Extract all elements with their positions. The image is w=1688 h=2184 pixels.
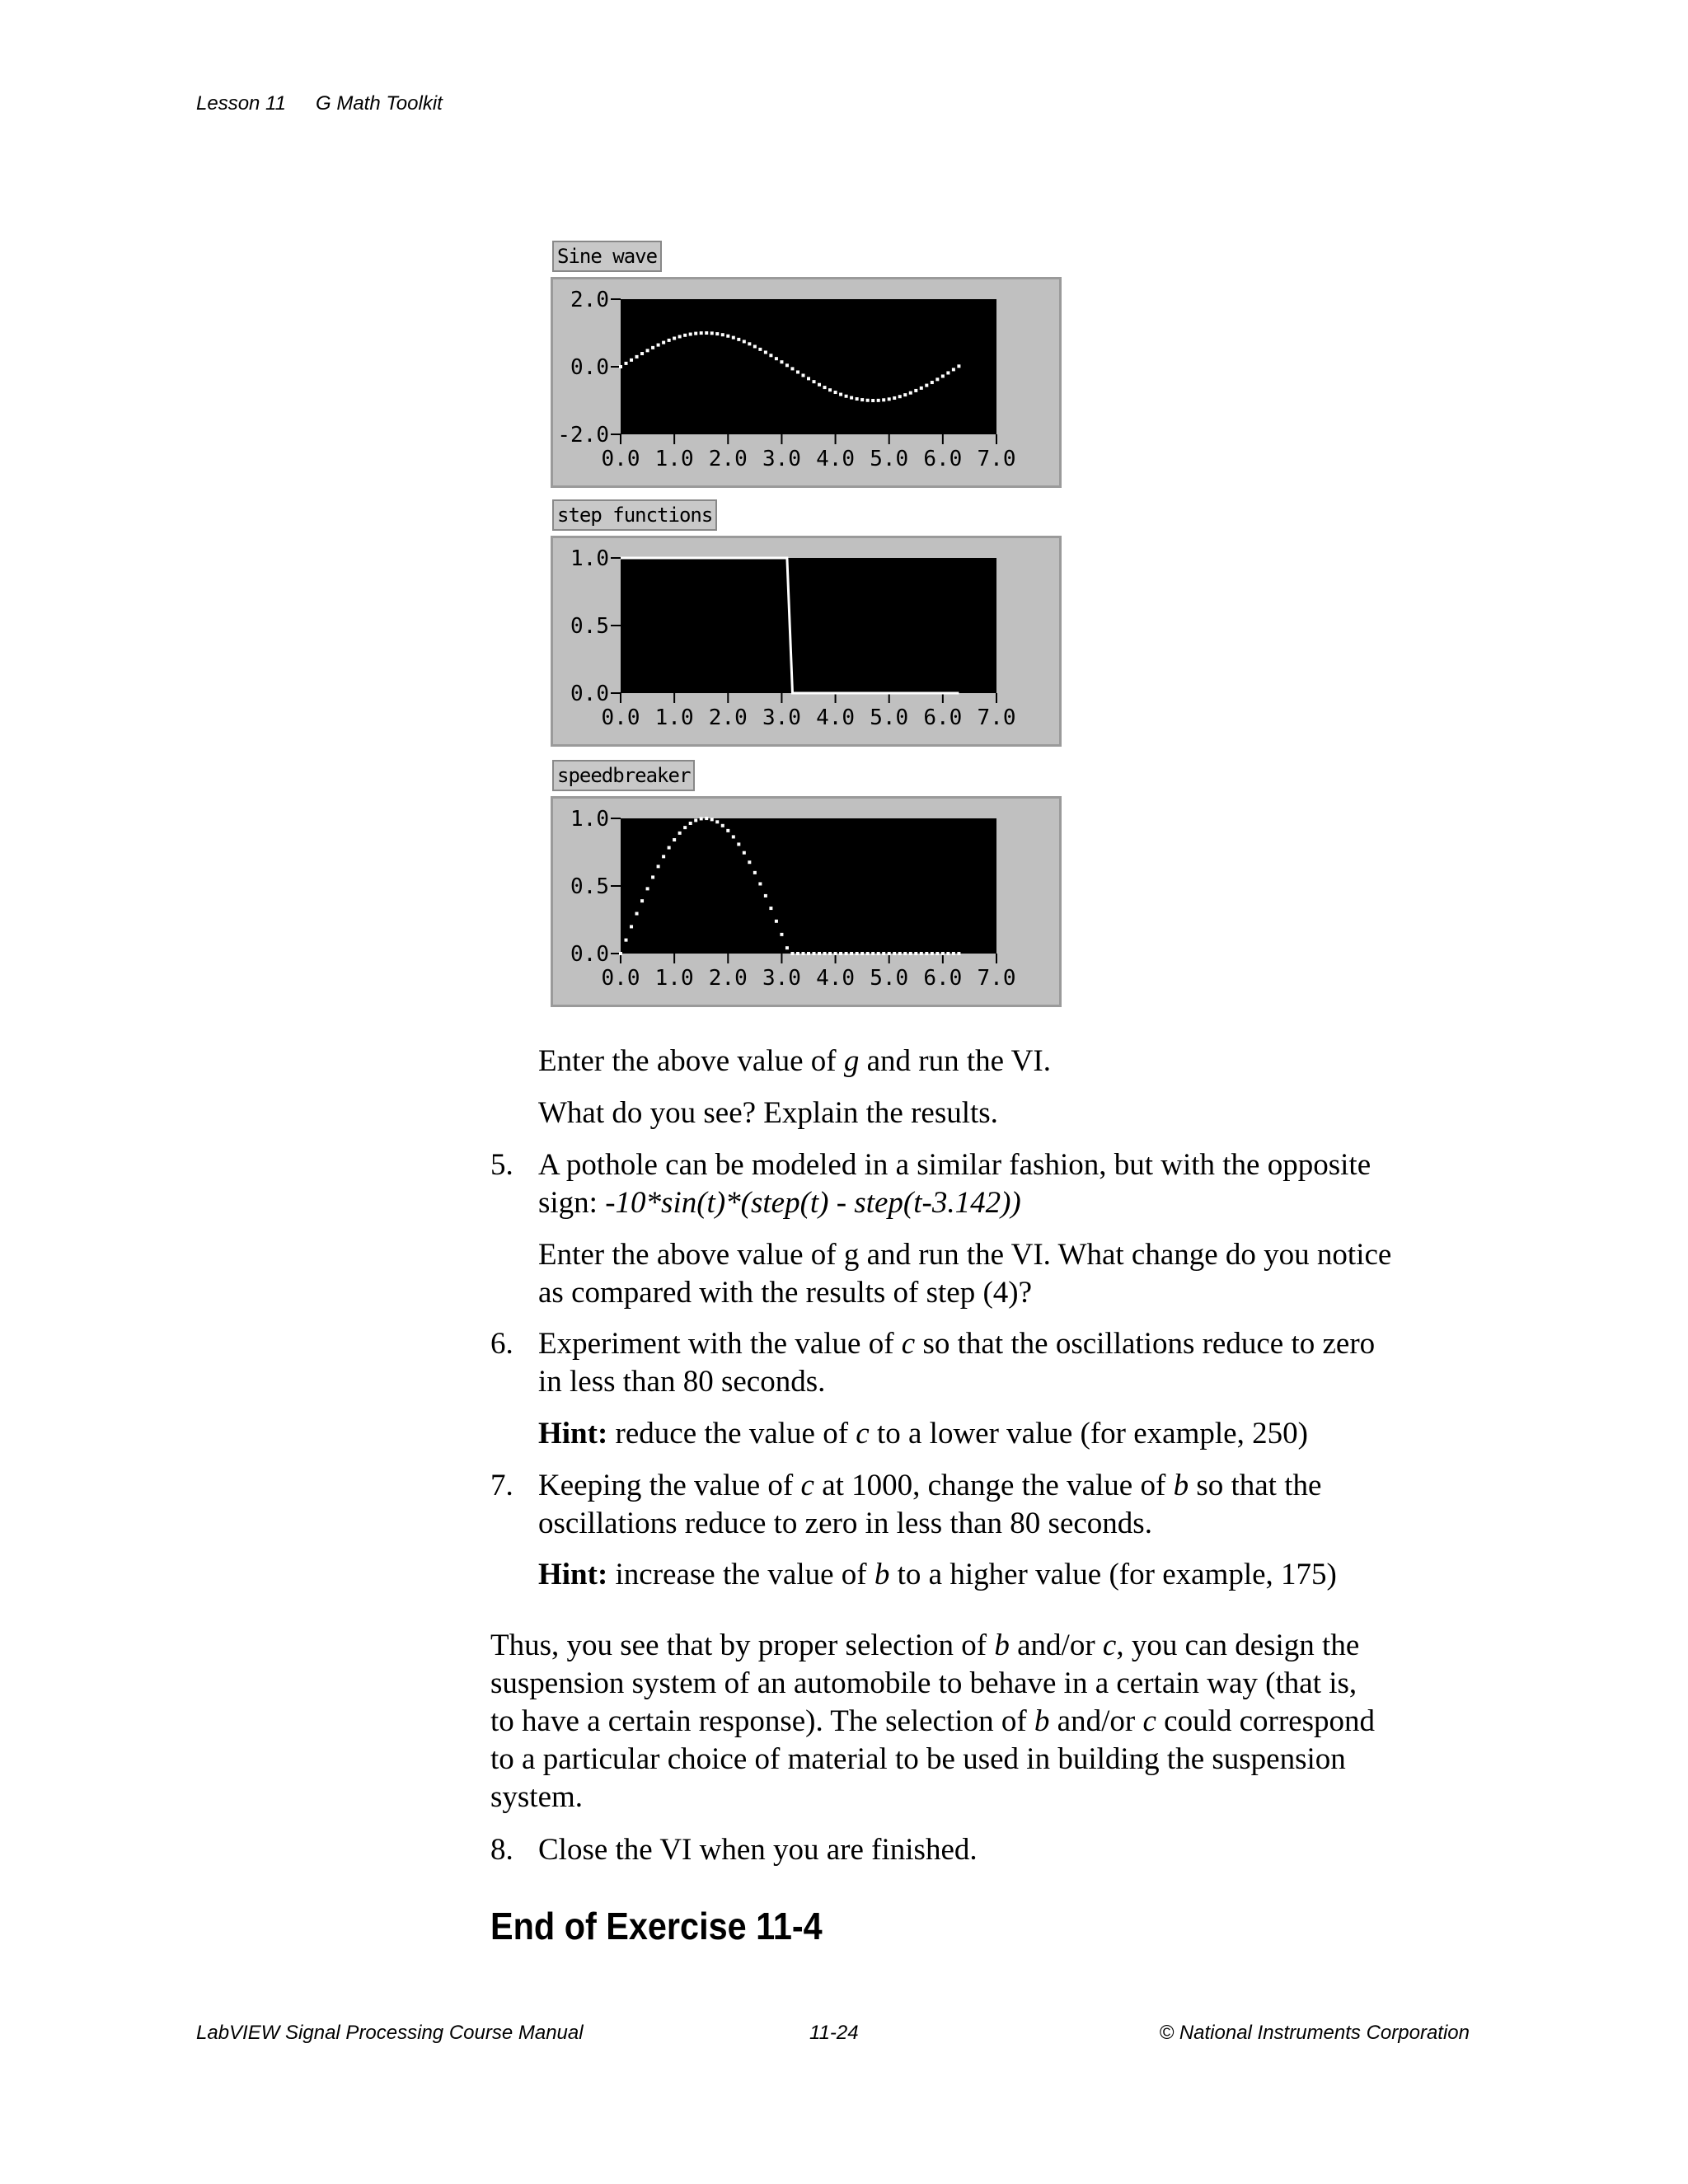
data-point xyxy=(860,398,864,401)
data-point xyxy=(823,386,827,389)
plot-area xyxy=(621,299,996,434)
data-point xyxy=(673,336,676,340)
data-point xyxy=(775,920,778,923)
data-point xyxy=(871,399,874,402)
data-point xyxy=(651,875,654,879)
data-point xyxy=(710,818,714,821)
instruction-explain: What do you see? Explain the results. xyxy=(538,1096,998,1130)
data-point xyxy=(769,907,772,910)
data-point xyxy=(845,395,848,398)
data-point xyxy=(662,341,665,344)
data-point xyxy=(748,342,751,345)
data-point xyxy=(635,912,639,916)
data-point xyxy=(941,374,945,377)
footer-page-number: 11-24 xyxy=(809,2022,859,2044)
data-point xyxy=(946,371,950,374)
data-point xyxy=(640,352,644,355)
x-tick-label: 5.0 xyxy=(870,966,909,991)
data-point xyxy=(651,346,654,349)
footer-copyright: © National Instruments Corporation xyxy=(1159,2022,1470,2044)
data-point xyxy=(790,952,794,955)
x-tick-label: 7.0 xyxy=(977,447,1016,471)
data-point xyxy=(941,952,945,955)
data-point xyxy=(764,894,767,898)
data-point xyxy=(882,398,885,401)
data-point xyxy=(845,952,848,955)
page-header xyxy=(196,92,443,115)
step-5-instruction: Enter the above value of g and run the VI. What change do you notice as compared with the results of step (4)? xyxy=(538,1238,1392,1310)
data-point xyxy=(796,952,799,955)
x-tick-label: 6.0 xyxy=(923,705,963,730)
data-point xyxy=(888,397,891,401)
data-point xyxy=(903,393,907,396)
x-tick-label: 4.0 xyxy=(816,447,856,471)
graph-label: speedbreaker xyxy=(552,760,695,791)
data-point xyxy=(673,838,676,841)
y-tick-label: 1.0 xyxy=(570,546,609,571)
summary-paragraph: Thus, you see that by proper selection of b and/or c, you can design the suspension system of an automobile to behave in a certain way (that is, to have a certain response). The selection of b and/or c could correspond to a particular choice of material to be used in building the suspension system. xyxy=(490,1629,1375,1814)
data-point xyxy=(807,952,810,955)
data-point xyxy=(935,952,939,955)
data-point xyxy=(705,331,708,335)
step-8-text: Close the VI when you are finished. xyxy=(538,1833,978,1867)
data-point xyxy=(753,871,757,874)
data-point xyxy=(866,399,870,402)
data-point xyxy=(694,332,697,335)
x-tick-label: 1.0 xyxy=(654,705,694,730)
data-point xyxy=(790,367,794,370)
lesson-number: Lesson 11 xyxy=(196,92,286,115)
step-number: 7. xyxy=(490,1469,513,1502)
data-point xyxy=(796,370,799,373)
y-tick-label: -2.0 xyxy=(557,423,609,448)
data-point xyxy=(903,952,907,955)
data-point xyxy=(732,835,735,838)
lesson-title: G Math Toolkit xyxy=(315,92,443,115)
plot-area xyxy=(621,558,996,693)
data-point xyxy=(646,349,649,352)
data-point xyxy=(780,933,783,936)
hint-2: Hint: increase the value of b to a higher value (for example, 175) xyxy=(538,1558,1337,1591)
data-point xyxy=(813,380,816,383)
y-tick-label: 0.0 xyxy=(570,942,609,967)
x-tick-label: 6.0 xyxy=(923,966,963,991)
data-point xyxy=(732,336,735,340)
x-tick-label: 6.0 xyxy=(923,447,963,471)
data-point xyxy=(807,377,810,380)
data-point xyxy=(715,820,719,823)
data-point xyxy=(689,822,692,825)
data-point xyxy=(780,360,783,363)
data-point xyxy=(898,952,902,955)
data-point xyxy=(898,395,902,398)
data-point xyxy=(839,393,842,396)
data-point xyxy=(689,332,692,335)
x-tick-label: 1.0 xyxy=(654,966,694,991)
y-tick-label: 0.5 xyxy=(570,614,609,639)
y-tick-label: 1.0 xyxy=(570,807,609,832)
data-point xyxy=(871,952,874,955)
footer-manual-title: LabVIEW Signal Processing Course Manual xyxy=(196,2022,584,2044)
data-point xyxy=(856,952,859,955)
x-tick-label: 0.0 xyxy=(601,447,640,471)
data-point xyxy=(946,952,950,955)
step-6-text: Experiment with the value of c so that the oscillations reduce to zero in less than 80 seconds. xyxy=(538,1327,1376,1399)
x-tick-label: 4.0 xyxy=(816,705,856,730)
x-tick-label: 0.0 xyxy=(601,966,640,991)
data-point xyxy=(721,333,724,336)
data-point xyxy=(801,373,804,377)
section-heading: End of Exercise 11-4 xyxy=(490,1905,823,1947)
data-point xyxy=(914,952,917,955)
data-point xyxy=(726,829,729,832)
data-point xyxy=(743,851,746,855)
data-point xyxy=(737,338,740,341)
data-point xyxy=(828,952,832,955)
graph-label: step functions xyxy=(552,499,717,531)
step-number: 5. xyxy=(490,1148,513,1182)
data-point xyxy=(914,389,917,392)
graph-panel xyxy=(551,796,1062,1007)
y-tick-label: 2.0 xyxy=(570,288,609,312)
data-point xyxy=(801,952,804,955)
x-tick-label: 3.0 xyxy=(762,447,801,471)
data-point xyxy=(925,384,928,387)
data-point xyxy=(834,391,837,394)
data-point xyxy=(877,952,880,955)
data-point xyxy=(625,939,628,942)
data-point xyxy=(668,846,671,850)
data-point xyxy=(657,865,660,868)
data-point xyxy=(909,952,912,955)
data-point xyxy=(931,381,934,384)
data-point xyxy=(860,952,864,955)
data-point xyxy=(700,817,703,820)
data-point xyxy=(839,952,842,955)
x-tick-label: 4.0 xyxy=(816,966,856,991)
data-point xyxy=(758,348,762,351)
x-tick-label: 1.0 xyxy=(654,447,694,471)
data-point xyxy=(893,952,896,955)
data-point xyxy=(957,952,960,955)
data-point xyxy=(920,952,923,955)
data-point xyxy=(931,952,934,955)
data-point xyxy=(705,817,708,820)
y-tick-label: 0.5 xyxy=(570,874,609,899)
y-tick-label: 0.0 xyxy=(570,355,609,380)
data-point xyxy=(678,832,682,835)
data-point xyxy=(769,354,772,357)
data-point xyxy=(721,824,724,827)
data-point xyxy=(683,334,687,337)
data-point xyxy=(828,388,832,391)
graph-label: Sine wave xyxy=(552,241,662,272)
data-point xyxy=(758,882,762,885)
x-tick-label: 2.0 xyxy=(708,966,748,991)
data-point xyxy=(619,365,622,368)
data-point xyxy=(640,899,644,902)
hint-1: Hint: reduce the value of c to a lower value (for example, 250) xyxy=(538,1417,1308,1451)
data-point xyxy=(619,952,622,955)
data-point xyxy=(630,359,633,362)
step-7-text: Keeping the value of c at 1000, change the value of b so that the oscillations reduce to zero in less than 80 seconds. xyxy=(538,1469,1322,1540)
step-number: 8. xyxy=(490,1833,513,1867)
x-tick-label: 0.0 xyxy=(601,705,640,730)
data-point xyxy=(888,952,891,955)
step-number: 6. xyxy=(490,1327,513,1361)
step-functions-graph xyxy=(551,499,1065,730)
data-point xyxy=(952,952,955,955)
x-tick-label: 5.0 xyxy=(870,447,909,471)
plot-area xyxy=(621,818,996,954)
data-point xyxy=(715,332,719,335)
data-point xyxy=(785,363,789,367)
data-point xyxy=(657,344,660,347)
data-point xyxy=(743,340,746,343)
data-point xyxy=(893,396,896,400)
data-point xyxy=(710,331,714,335)
data-point xyxy=(925,952,928,955)
y-tick-label: 0.0 xyxy=(570,682,609,706)
data-point xyxy=(646,887,649,890)
data-point xyxy=(957,364,960,368)
data-point xyxy=(856,397,859,401)
data-point xyxy=(668,339,671,342)
data-point xyxy=(952,368,955,371)
data-point xyxy=(866,952,870,955)
data-point xyxy=(850,396,853,400)
x-tick-label: 7.0 xyxy=(977,966,1016,991)
data-point xyxy=(694,818,697,822)
data-point xyxy=(813,952,816,955)
x-tick-label: 2.0 xyxy=(708,447,748,471)
data-point xyxy=(630,925,633,928)
pothole-formula: -10*sin(t)*(step(t) - step(t-3.142)) xyxy=(605,1186,1021,1220)
speedbreaker-graph xyxy=(551,760,1065,991)
data-point xyxy=(635,355,639,359)
data-point xyxy=(764,350,767,354)
x-tick-label: 3.0 xyxy=(762,705,801,730)
data-point xyxy=(877,399,880,402)
data-point xyxy=(775,357,778,360)
data-point xyxy=(785,946,789,949)
data-point xyxy=(818,952,821,955)
data-point xyxy=(748,860,751,864)
step-5-text: A pothole can be modeled in a similar fashion, but with the opposite sign: -10*sin(t)*(step(t) - step(t-3.142)) xyxy=(538,1148,1372,1220)
data-point xyxy=(882,952,885,955)
data-point xyxy=(850,952,853,955)
data-point xyxy=(726,335,729,338)
data-point xyxy=(935,377,939,381)
data-point xyxy=(683,826,687,829)
graph-panel xyxy=(551,277,1062,488)
sine-wave-plot xyxy=(553,279,1059,485)
speedbreaker-plot xyxy=(553,799,1059,1005)
data-point xyxy=(909,391,912,395)
x-tick-label: 7.0 xyxy=(977,705,1016,730)
data-point xyxy=(818,383,821,387)
data-point xyxy=(700,331,703,335)
instruction-enter-g: Enter the above value of g and run the VI. xyxy=(538,1044,1051,1078)
x-tick-label: 5.0 xyxy=(870,705,909,730)
data-point xyxy=(625,362,628,365)
data-point xyxy=(662,855,665,858)
sine-wave-graph xyxy=(551,241,1065,471)
data-point xyxy=(737,842,740,846)
data-point xyxy=(753,344,757,348)
data-point xyxy=(823,952,827,955)
data-point xyxy=(920,387,923,390)
step-functions-plot xyxy=(553,538,1059,744)
x-tick-label: 3.0 xyxy=(762,966,801,991)
graph-panel xyxy=(551,536,1062,747)
data-point xyxy=(678,335,682,338)
data-point xyxy=(834,952,837,955)
x-tick-label: 2.0 xyxy=(708,705,748,730)
